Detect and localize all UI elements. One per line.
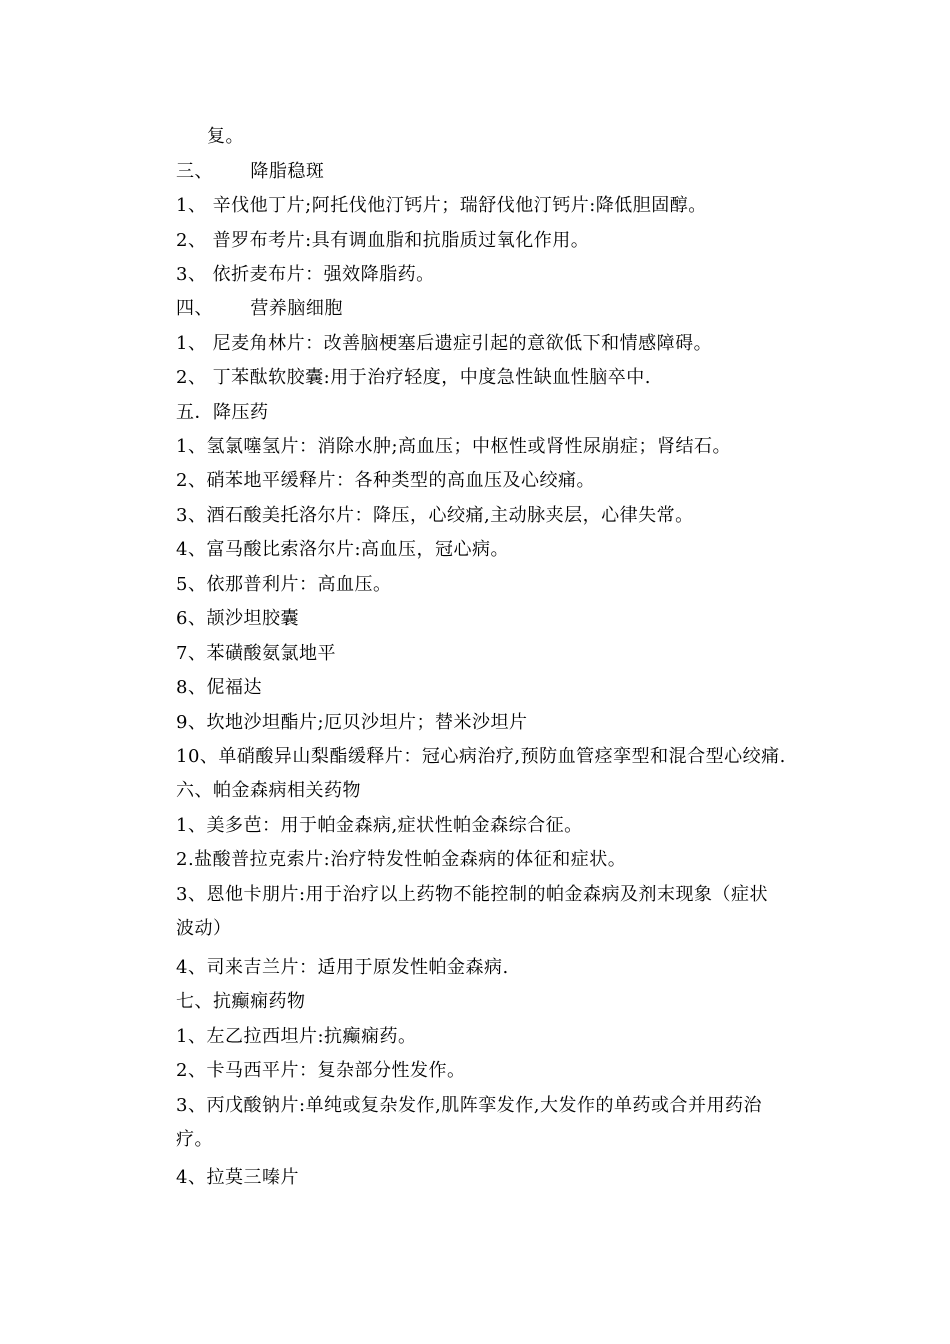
text-line: 1、 辛伐他丁片;阿托伐他汀钙片；瑞舒伐他汀钙片:降低胆固醇。 [176,195,707,216]
text-line: 1、左乙拉西坦片:抗癫痫药。 [176,1026,417,1047]
text-line: 1、 尼麦角林片：改善脑梗塞后遗症引起的意欲低下和情感障碍。 [176,333,713,354]
text-line: 2、卡马西平片：复杂部分性发作。 [176,1060,466,1081]
section-heading-3: 三、 降脂稳斑 [176,161,325,182]
text-line: 4、司来吉兰片：适用于原发性帕金森病. [176,957,509,978]
section-heading-4: 四、 营养脑细胞 [176,298,343,319]
text-line: 3、 依折麦布片：强效降脂药。 [176,264,435,285]
text-line: 3、丙戊酸钠片:单纯或复杂发作,肌阵挛发作,大发作的单药或合并用药治 [176,1095,762,1116]
section-heading-7: 七、抗癫痫药物 [176,991,306,1012]
text-line: 4、富马酸比索洛尔片:高血压，冠心病。 [176,539,510,560]
text-line: 2.盐酸普拉克索片:治疗特发性帕金森病的体征和症状。 [176,849,627,870]
text-line: 7、苯磺酸氨氯地平 [176,643,336,664]
text-line: 5、依那普利片：高血压。 [176,574,392,595]
text-line: 2、硝苯地平缓释片：各种类型的高血压及心绞痛。 [176,470,595,491]
text-line: 1、美多芭：用于帕金森病,症状性帕金森综合征。 [176,815,583,836]
section-heading-6: 六、帕金森病相关药物 [176,780,361,801]
section-heading-5: 五．降压药 [176,402,269,423]
text-line: 3、酒石酸美托洛尔片：降压，心绞痛,主动脉夹层，心律失常。 [176,505,694,526]
text-line: 疗。 [176,1129,213,1150]
text-line: 复。 [207,126,244,147]
text-line: 10、单硝酸异山梨酯缓释片：冠心病治疗,预防血管痉挛型和混合型心绞痛. [176,746,786,767]
text-line: 8、伲福达 [176,677,262,698]
text-line: 3、恩他卡朋片:用于治疗以上药物不能控制的帕金森病及剂末现象（症状 [176,884,769,905]
text-line: 9、坎地沙坦酯片;厄贝沙坦片；替米沙坦片 [176,712,528,733]
text-line: 1、氢氯噻氢片：消除水肿;高血压；中枢性或肾性尿崩症；肾结石。 [176,436,732,457]
text-line: 2、 普罗布考片:具有调血脂和抗脂质过氧化作用。 [176,230,590,251]
text-line: 波动） [176,918,232,939]
text-line: 2、 丁苯酞软胶囊:用于治疗轻度，中度急性缺血性脑卒中. [176,367,651,388]
text-line: 4、拉莫三嗪片 [176,1167,299,1188]
text-line: 6、颉沙坦胶囊 [176,608,299,629]
